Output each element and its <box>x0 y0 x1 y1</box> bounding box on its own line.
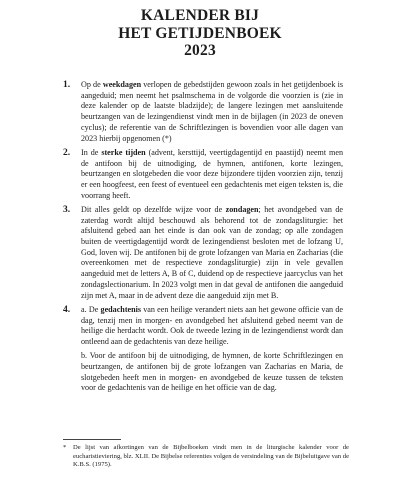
footnote <box>63 444 349 470</box>
text-segment: a. De <box>81 304 101 314</box>
item-text-b: b. Voor de antifoon bij de uitnodiging, de hymnen, de korte Schriftlezingen en beurtzangen, de antifonen bij de grote lofzangen van Zacharias en Maria, de slotgebeden heeft men in morgen- en avondgebed de keuze tussen de teksten voor de gedachtenis van de heilige en het officie van de dag. <box>81 351 343 393</box>
title-line-2: HET GETIJDENBOEK <box>118 24 282 42</box>
text-segment: Op de <box>81 80 103 89</box>
item-number: 4. <box>63 304 71 315</box>
text-segment: In de <box>81 147 102 157</box>
item-text-a <box>81 305 343 348</box>
text-segment: van een heilige verandert niets aan het gewone officie van de dag, tenzij men in morgen- en avondgebed het afsluitend gebed neemt van de heilige die herdacht wordt. Ook de tweede lezing in de lezingendienst wordt dan ontleend aan de gedachtenis van deze heilige. <box>81 304 343 346</box>
bold-term: gedachtenis <box>100 304 141 314</box>
title-line-3: 2023 <box>184 42 216 59</box>
item-text <box>81 148 343 202</box>
text-segment: (advent, kersttijd, veertigdagentijd en paastijd) neemt men de antifoon bij de uitnodiging, de hymnen, antifonen, korte lezingen, beurtzangen en slotgebeden die voor deze bijzondere tijden voorzien zijn, tenzij er een hoogfeest, een feest of eventueel een gedachtenis met eigen teksten is, die voorrang heeft. <box>81 147 343 200</box>
footnote-divider <box>63 439 121 440</box>
text-segment: Dit alles geldt op dezelfde wijze voor de <box>81 204 226 214</box>
item-number: 2. <box>63 147 71 158</box>
text-segment: verlopen de gebedstijden gewoon zoals in het getijdenboek is aangeduid; men neemt het psalmschema in de volgorde die voorzien is (zie in deze kalender op de laatste bladzijde); de langere lezingen met aansluitende beurtzangen van de lezingendienst vindt men in de bijlagen (in 2023 de oneven cyclus); de referentie van de Schriftlezingen is bovendien voor alle dagen van 2023 hierbij opgenomen (*) <box>81 80 344 143</box>
list-item-4 <box>63 305 343 394</box>
item-text <box>81 80 343 144</box>
bold-term: sterke tijden <box>101 147 146 157</box>
item-number: 3. <box>63 204 71 215</box>
footnote-text: De lijst van afkortingen van de Bijbelboeken vindt men in de liturgische kalender voor de eucharistieviering, blz. XLII. De Bijbelse referenties volgen de versindeling van de Bijbeluitgave van de K.B.S. (1975). <box>73 444 349 469</box>
item-text <box>81 205 343 301</box>
footnote-mark: * <box>63 444 67 451</box>
page-title <box>0 7 400 60</box>
title-line-1: KALENDER BIJ <box>140 7 260 24</box>
bold-term: zondagen <box>225 204 259 214</box>
list-item-1 <box>63 80 343 144</box>
list-item-2 <box>63 148 343 202</box>
bold-term: weekdagen <box>102 80 142 89</box>
numbered-list <box>63 80 343 398</box>
item-number: 1. <box>63 80 71 90</box>
list-item-3 <box>63 205 343 301</box>
text-segment: ; het avondgebed van de zaterdag wordt altijd beschouwd als behorend tot de zondagsliturgie: het afsluitend gebed aan het einde is dan ook van de zondag; op alle zondagen buiten de veertigdagentijd wordt de lezingendienst besloten met de lofzang U, God, loven wij. De antifonen bij de grote lofzangen van Maria en Zacharias (die overeenkomen met de respectieve zondagsliturgie) zijn in vele gevallen aangeduid met de letters A, B of C, duidend op de respectieve jaarcyclus van het zondagslectionarium. In 2023 volgt men in dat geval de antifonen die aangeduid zijn met A, maar in de advent deze die aangeduid zijn met B. <box>81 204 343 300</box>
